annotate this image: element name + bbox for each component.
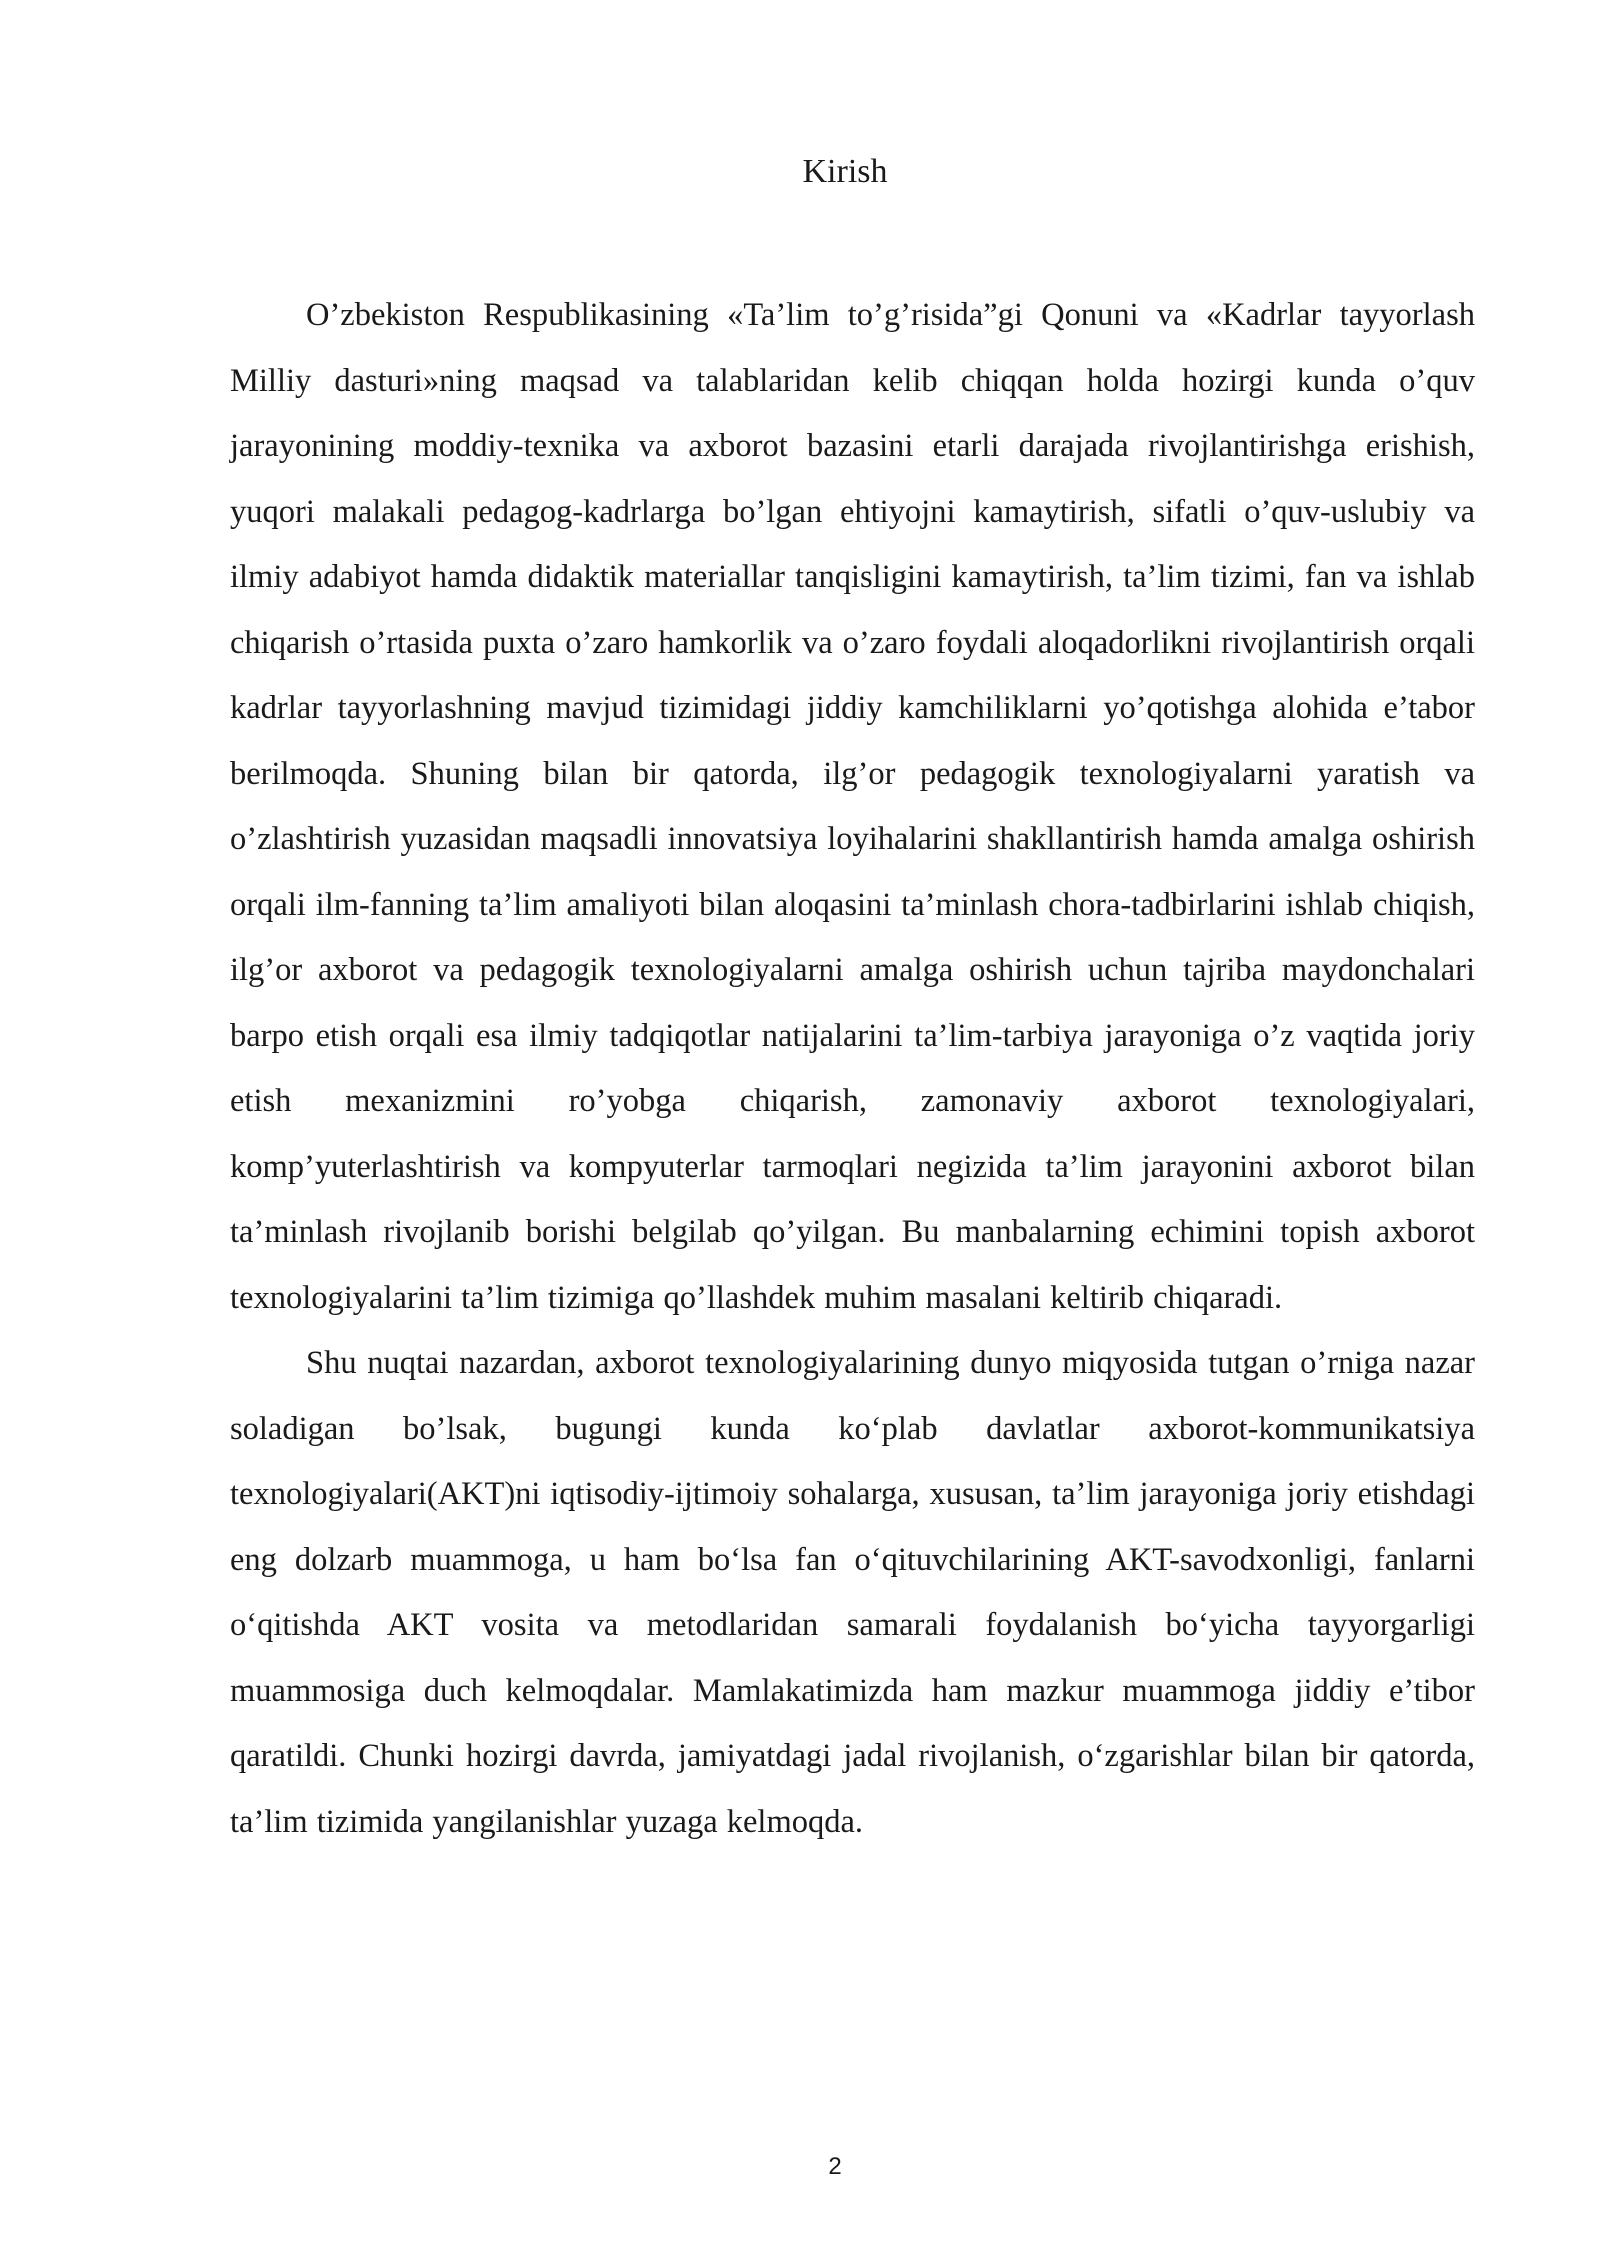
body-text — [230, 283, 1475, 1855]
paragraph-1: O’zbekiston Respublikasining «Ta’lim to’g’risida”gi Qonuni va «Kadrlar tayyorlash Milliy dasturi»ning maqsad va talablaridan kelib chiqqan holda hozirgi kunda o’quv jarayonining moddiy-texnika va axborot bazasini etarli darajada rivojlantirishga erishish, yuqori malakali pedagog-kadrlarga bo’lgan ehtiyojni kamaytirish, sifatli o’quv-uslubiy va ilmiy adabiyot hamda didaktik materiallar tanqisligini kamaytirish, ta’lim tizimi, fan va ishlab chiqarish o’rtasida puxta o’zaro hamkorlik va o’zaro foydali aloqadorlikni rivojlantirish orqali kadrlar tayyorlashning mavjud tizimidagi jiddiy kamchiliklarni yo’qotishga alohida e’tabor berilmoqda. Shuning bilan bir qatorda, ilg’or pedagogik texnologiyalarni yaratish va o’zlashtirish yuzasidan maqsadli innovatsiya loyihalarini shakllantirish hamda amalga oshirish orqali ilm-fanning ta’lim amaliyoti bilan aloqasini ta’minlash chora-tadbirlarini ishlab chiqish, ilg’or axborot va pedagogik texnologiyalarni amalga oshirish uchun tajriba maydonchalari barpo etish orqali esa ilmiy tadqiqotlar natijalarini ta’lim-tarbiya jarayoniga o’z vaqtida joriy etish mexanizmini ro’yobga chiqarish, zamonaviy axborot texnologiyalari, komp’yuterlashtirish va kompyuterlar tarmoqlari negizida ta’lim jarayonini axborot bilan ta’minlash rivojlanib borishi belgilab qo’yilgan. Bu manbalarning echimini topish axborot texnologiyalarini ta’lim tizimiga qo’llashdek muhim masalani keltirib chiqaradi. — [230, 297, 1475, 1316]
page-number: 2 — [828, 2153, 842, 2180]
paragraph-2: Shu nuqtai nazardan, axborot texnologiyalarining dunyo miqyosida tutgan o’rniga nazar soladigan bo’lsak, bugungi kunda ko‘plab davlatlar axborot-kommunikatsiya texnologiyalari(AKT)ni iqtisodiy-ijtimoiy sohalarga, xususan, ta’lim jarayoniga joriy etishdagi eng dolzarb muammoga, u ham bo‘lsa fan o‘qituvchilarining AKT-savodxonligi, fanlarni o‘qitishda AKT vosita va metodlaridan samarali foydalanish bo‘yicha tayyorgarligi muammosiga duch kelmoqdalar. Mamlakatimizda ham mazkur muammoga jiddiy e’tibor qaratildi. Chunki hozirgi davrda, jamiyatdagi jadal rivojlanish, o‘zgarishlar bilan bir qatorda, ta’lim tizimida yangilanishlar yuzaga kelmoqda. — [230, 1345, 1475, 1840]
page-title: Kirish — [802, 153, 888, 190]
